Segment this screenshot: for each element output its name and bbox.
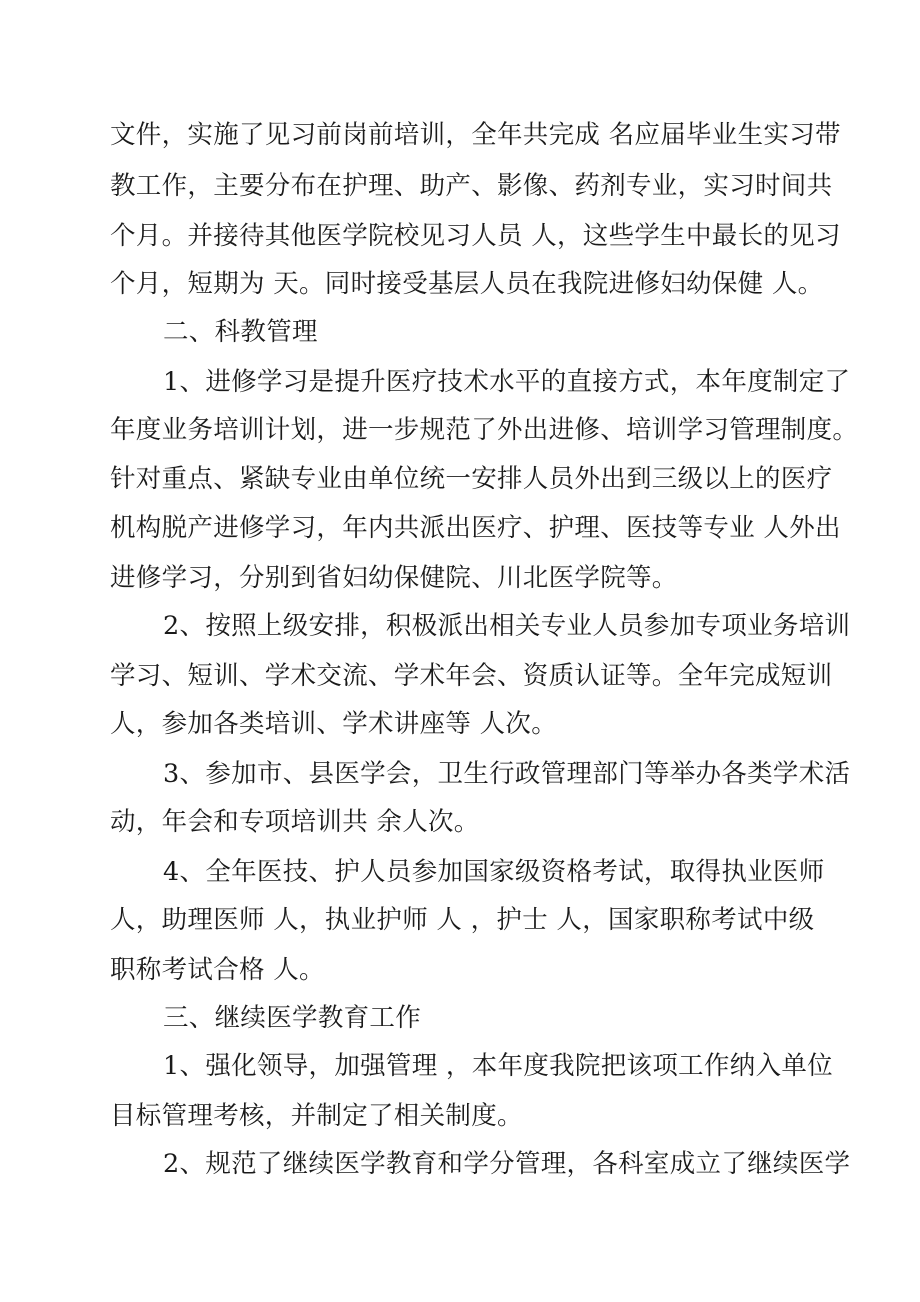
text-line: 职称考试合格 人。 <box>110 955 325 985</box>
text-line: 进修学习，分别到省妇幼保健院、川北医学院等。 <box>110 563 678 593</box>
section-heading: 三、继续医学教育工作 <box>163 1003 422 1033</box>
text-line: 人，助理医师 人，执业护师 人 ，护士 人，国家职称考试中级 <box>110 905 815 935</box>
text-line: 教工作，主要分布在护理、助产、影像、药剂专业，实习时间共 <box>110 171 833 201</box>
text-line: 个月，短期为 天。同时接受基层人员在我院进修妇幼保健 人。 <box>110 269 824 299</box>
text-line: 4、全年医技、护人员参加国家级资格考试，取得执业医师 <box>163 857 825 887</box>
text-line: 人，参加各类培训、学术讲座等 人次。 <box>110 709 558 739</box>
text-line: 文件，实施了见习前岗前培训，全年共完成 名应届毕业生实习带 <box>110 120 841 150</box>
text-line: 针对重点、紧缺专业由单位统一安排人员外出到三级以上的医疗 <box>110 464 833 494</box>
section-heading: 二、科教管理 <box>163 317 318 347</box>
text-line: 目标管理考核，并制定了相关制度。 <box>110 1101 523 1131</box>
text-line: 1、强化领导，加强管理 ，本年度我院把该项工作纳入单位 <box>163 1051 833 1081</box>
text-line: 2、按照上级安排，积极派出相关专业人员参加专项业务培训 <box>163 611 851 641</box>
text-line: 动，年会和专项培训共 余人次。 <box>110 807 480 837</box>
text-line: 2、规范了继续医学教育和学分管理，各科室成立了继续医学 <box>163 1149 851 1179</box>
text-line: 机构脱产进修学习，年内共派出医疗、护理、医技等专业 人外出 <box>110 513 841 543</box>
text-line: 1、进修学习是提升医疗技术水平的直接方式，本年度制定了 <box>163 367 851 397</box>
text-line: 年度业务培训计划，进一步规范了外出进修、培训学习管理制度。 <box>110 415 859 445</box>
text-line: 学习、短训、学术交流、学术年会、资质认证等。全年完成短训 <box>110 661 833 691</box>
text-line: 3、参加市、县医学会，卫生行政管理部门等举办各类学术活 <box>163 759 851 789</box>
text-line: 个月。并接待其他医学院校见习人员 人，这些学生中最长的见习 <box>110 221 841 251</box>
